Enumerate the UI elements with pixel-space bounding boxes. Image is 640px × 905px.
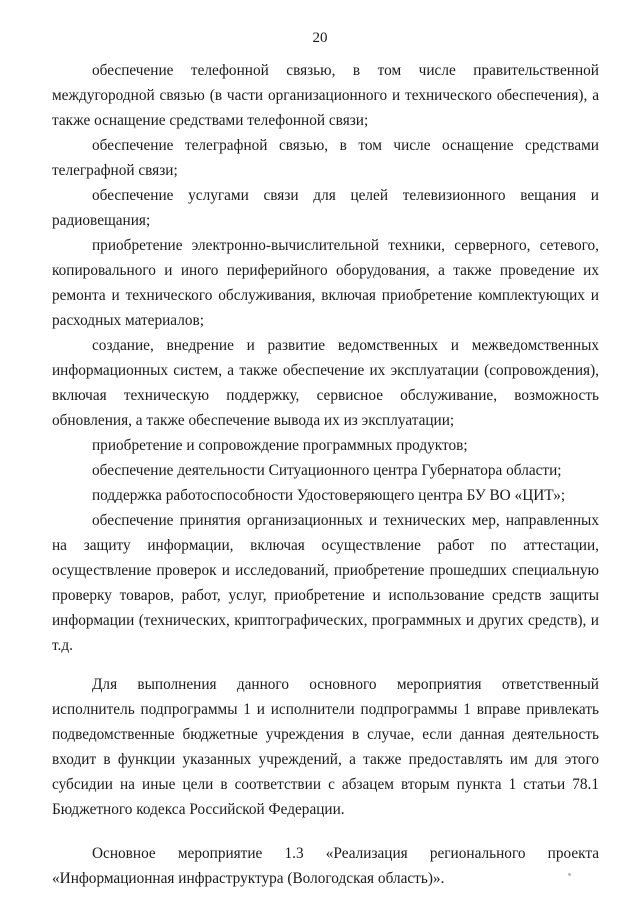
paragraph: обеспечение услугами связи для целей телевизионного вещания и радиовещания;	[52, 187, 599, 229]
paragraph: обеспечение телеграфной связью, в том числе оснащение средствами телеграфной связи;	[52, 137, 599, 179]
paragraph: Для выполнения данного основного мероприятия ответственный исполнитель подпрограммы 1 и исполнители подпрограммы 1 вправе привлекать подведомственные бюджетные учреждения в случае, если данная деятельность входит в функции указанных учреждений, а также предоставлять им для этого субсидии на иные цели в соответствии с абзацем вторым пункта 1 статьи 78.1 Бюджетного кодекса Российской Федерации.	[52, 676, 599, 818]
paragraph: обеспечение принятия организационных и технических мер, направленных на защиту информации, включая осуществление работ по аттестации, осуществление проверок и исследований, приобретение прошедших специальную проверку товаров, работ, услуг, приобретение и использование средств защиты информации (технических, криптографических, программных и других средств), и т.д.	[52, 512, 599, 654]
paragraph: Основное мероприятие 1.3 «Реализация регионального проекта «Информационная инфраструктура (Вологодская область)».	[52, 845, 599, 887]
paragraph: приобретение и сопровождение программных продуктов;	[92, 437, 468, 454]
paragraph: приобретение электронно-вычислительной техники, серверного, сетевого, копировального и иного периферийного оборудования, а также проведение их ремонта и технического обслуживания, включая приобретение комплектующих и расходных материалов;	[52, 237, 599, 329]
paragraph: обеспечение телефонной связью, в том числе правительственной междугородной связью (в части организационного и технического обеспечения), а также оснащение средствами телефонной связи;	[52, 62, 599, 129]
paragraph: поддержка работоспособности Удостоверяющего центра БУ ВО «ЦИТ»;	[92, 487, 566, 504]
document-body	[52, 58, 599, 891]
paragraph: обеспечение деятельности Ситуационного центра Губернатора области;	[92, 462, 562, 479]
paragraph: создание, внедрение и развитие ведомственных и межведомственных информационных систем, а также обеспечение их эксплуатации (сопровождения), включая техническую поддержку, сервисное обслуживание, возможность обновления, а также обеспечение вывода их из эксплуатации;	[52, 337, 599, 429]
scan-speck	[568, 873, 571, 876]
page-number: 20	[312, 30, 328, 46]
